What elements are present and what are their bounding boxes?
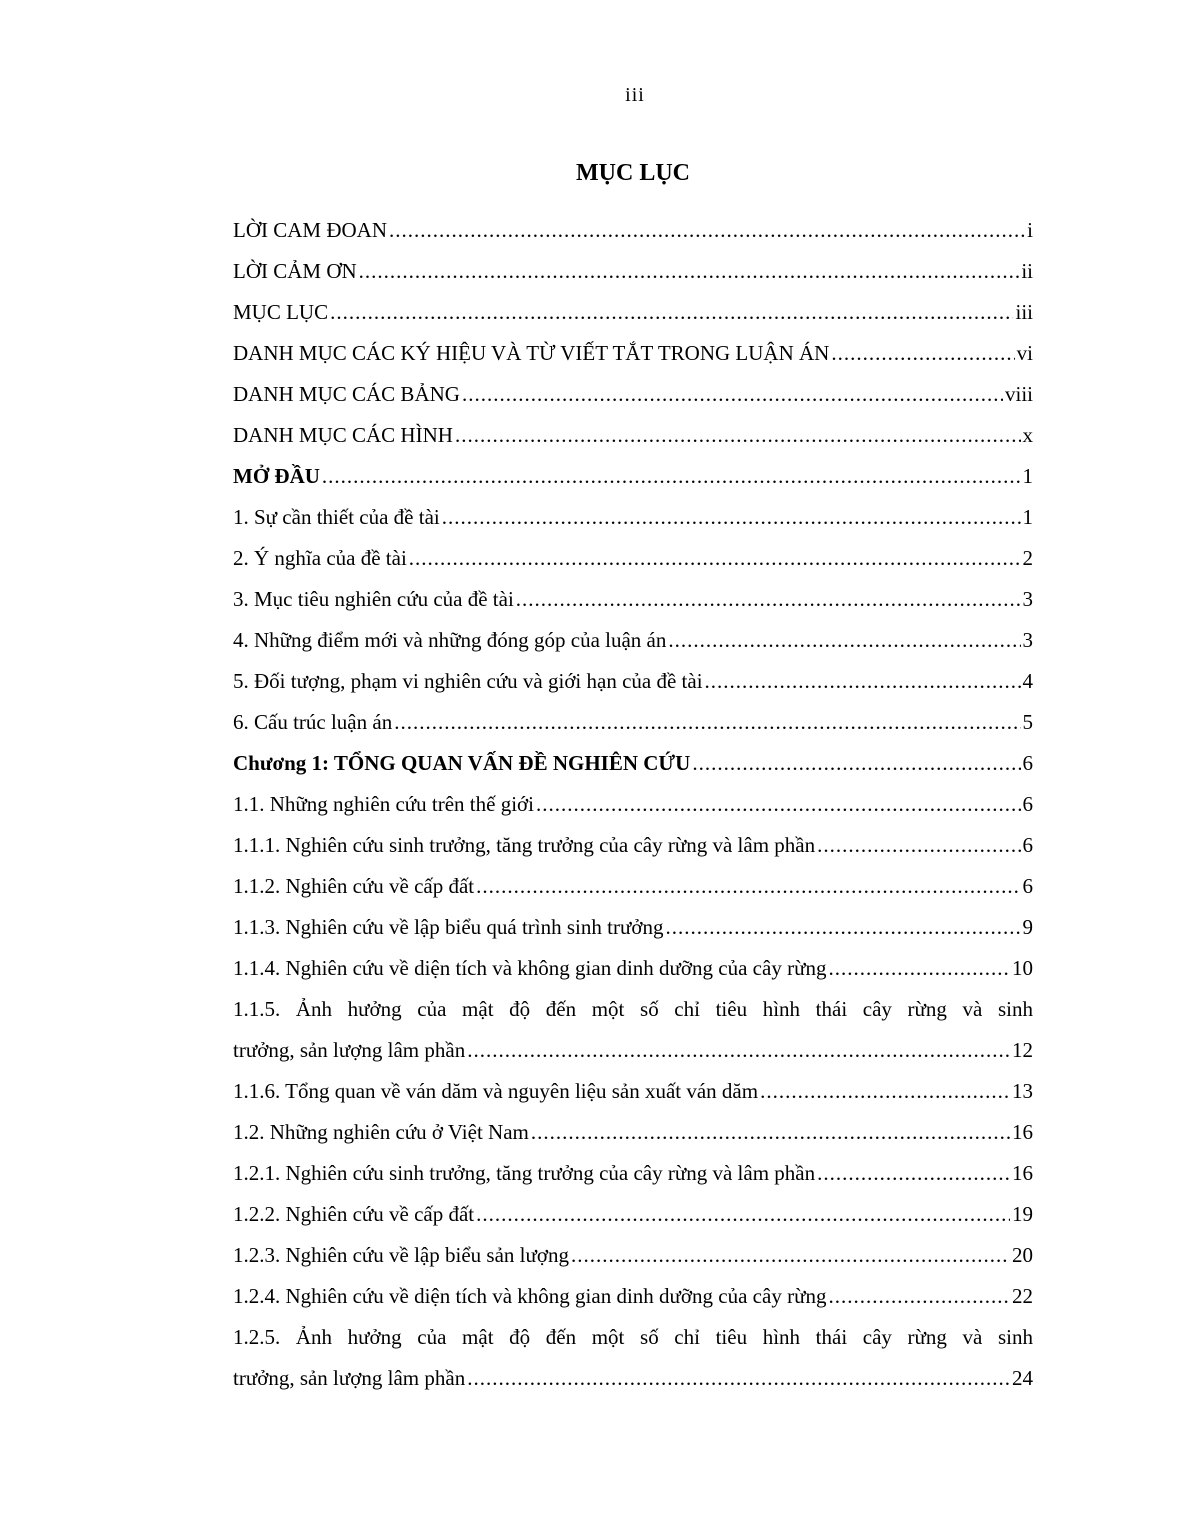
toc-entry[interactable] [233,1317,1033,1399]
toc-entry[interactable] [233,1112,1033,1153]
dot-leader [359,251,1020,292]
toc-entry-label: LỜI CAM ĐOAN [233,218,387,242]
toc-entry[interactable] [233,333,1033,374]
toc-entry[interactable] [233,948,1033,989]
toc-entry-label-continued: trưởng, sản lượng lâm phần [233,1038,466,1062]
toc-entry-page: 4 [1022,669,1033,693]
toc-entry[interactable] [233,661,1033,702]
toc-entry-page: 5 [1022,710,1033,734]
dot-leader [467,1030,1010,1071]
toc-entry-label: 1.1. Những nghiên cứu trên thế giới [233,792,534,816]
toc-entry-label: 1. Sự cần thiết của đề tài [233,505,440,529]
table-of-contents [233,210,1033,1399]
toc-entry-page: 13 [1012,1079,1033,1103]
toc-entry-label: 4. Những điểm mới và những đóng góp của luận án [233,628,667,652]
toc-entry-page: i [1027,218,1033,242]
toc-entry-page: 1 [1022,464,1033,488]
toc-entry-label: 1.2.5. Ảnh hưởng của mật độ đến một số chỉ tiêu hình thái cây rừng và sinh [233,1325,1033,1349]
toc-entry-page: 3 [1022,628,1033,652]
toc-entry-page: 12 [1012,1038,1033,1062]
toc-entry-page: 6 [1022,751,1033,775]
toc-entry-page: x [1022,423,1033,447]
toc-entry[interactable] [233,415,1033,456]
dot-leader [828,948,1010,989]
toc-entry-page: 6 [1022,833,1033,857]
toc-entry-page: 6 [1022,792,1033,816]
toc-entry[interactable] [233,210,1033,251]
dot-leader [536,784,1021,825]
toc-entry-label: MỤC LỤC [233,300,329,324]
toc-entry[interactable] [233,825,1033,866]
toc-entry-page: 24 [1012,1366,1033,1390]
toc-entry[interactable] [233,702,1033,743]
toc-entry-label: DANH MỤC CÁC BẢNG [233,382,460,406]
toc-entry-page: 20 [1012,1243,1033,1267]
toc-entry-label: 2. Ý nghĩa của đề tài [233,546,407,570]
toc-entry-page: 10 [1012,956,1033,980]
toc-entry-page: viii [1004,382,1033,406]
toc-entry-page: 16 [1012,1120,1033,1144]
dot-leader [394,702,1020,743]
toc-entry-label: 5. Đối tượng, phạm vi nghiên cứu và giới hạn của đề tài [233,669,703,693]
dot-leader [705,661,1021,702]
toc-entry[interactable] [233,743,1033,784]
dot-leader [409,538,1021,579]
toc-entry[interactable] [233,374,1033,415]
toc-entry-label: 1.1.6. Tổng quan về ván dăm và nguyên liệu sản xuất ván dăm [233,1079,759,1103]
dot-leader [817,1153,1010,1194]
toc-entry-page: 16 [1012,1161,1033,1185]
toc-entry-label: 1.2.2. Nghiên cứu về cấp đất [233,1202,475,1226]
dot-leader [531,1112,1010,1153]
dot-leader [389,210,1025,251]
dot-leader [668,620,1020,661]
toc-entry-label: LỜI CẢM ƠN [233,259,357,283]
toc-entry[interactable] [233,1153,1033,1194]
dot-leader [476,1194,1010,1235]
toc-entry[interactable] [233,1194,1033,1235]
toc-entry[interactable] [233,907,1033,948]
toc-entry-page: vi [1016,341,1033,365]
dot-leader [467,1358,1010,1399]
toc-entry-label: 1.2. Những nghiên cứu ở Việt Nam [233,1120,529,1144]
dot-leader [322,456,1021,497]
toc-entry-label: 1.1.3. Nghiên cứu về lập biểu quá trình sinh trưởng [233,915,664,939]
dot-leader [817,825,1020,866]
toc-entry-page: iii [1015,300,1033,324]
toc-entry[interactable] [233,579,1033,620]
page-number: iii [625,84,645,106]
toc-entry[interactable] [233,456,1033,497]
dot-leader [455,415,1021,456]
toc-entry-label: MỞ ĐẦU [233,464,320,488]
dot-leader [692,743,1020,784]
dot-leader [330,292,1013,333]
toc-entry[interactable] [233,1235,1033,1276]
toc-entry[interactable] [233,1071,1033,1112]
toc-entry[interactable] [233,784,1033,825]
toc-entry[interactable] [233,620,1033,661]
toc-entry-page: 3 [1022,587,1033,611]
toc-entry[interactable] [233,538,1033,579]
toc-entry-page: 2 [1022,546,1033,570]
page-title: MỤC LỤC [576,160,690,186]
toc-entry[interactable] [233,251,1033,292]
toc-entry-page: ii [1021,259,1033,283]
toc-entry-label: 3. Mục tiêu nghiên cứu của đề tài [233,587,514,611]
dot-leader [828,1276,1010,1317]
toc-entry-label: 1.1.1. Nghiên cứu sinh trưởng, tăng trưởng của cây rừng và lâm phần [233,833,816,857]
toc-entry[interactable] [233,292,1033,333]
toc-entry[interactable] [233,497,1033,538]
toc-entry-page: 9 [1022,915,1033,939]
toc-entry-page: 6 [1022,874,1033,898]
toc-entry-label: 1.1.5. Ảnh hưởng của mật độ đến một số chỉ tiêu hình thái cây rừng và sinh [233,997,1033,1021]
toc-entry-label: 1.1.2. Nghiên cứu về cấp đất [233,874,475,898]
toc-entry-label: 1.2.4. Nghiên cứu về diện tích và không gian dinh dưỡng của cây rừng [233,1284,827,1308]
toc-entry-label: DANH MỤC CÁC KÝ HIỆU VÀ TỪ VIẾT TẮT TRONG LUẬN ÁN [233,341,830,365]
toc-entry-label: 1.1.4. Nghiên cứu về diện tích và không gian dinh dưỡng của cây rừng [233,956,827,980]
toc-entry-label: 1.2.3. Nghiên cứu về lập biểu sản lượng [233,1243,569,1267]
dot-leader [442,497,1021,538]
dot-leader [760,1071,1010,1112]
toc-entry-label: 1.2.1. Nghiên cứu sinh trưởng, tăng trưởng của cây rừng và lâm phần [233,1161,816,1185]
toc-entry-label: Chương 1: TỔNG QUAN VẤN ĐỀ NGHIÊN CỨU [233,751,691,775]
dot-leader [476,866,1020,907]
toc-entry[interactable] [233,866,1033,907]
dot-leader [831,333,1014,374]
dot-leader [516,579,1021,620]
toc-entry-label-continued: trưởng, sản lượng lâm phần [233,1366,466,1390]
toc-entry-page: 22 [1012,1284,1033,1308]
toc-entry-page: 1 [1022,505,1033,529]
dot-leader [665,907,1020,948]
toc-entry-label: 6. Cấu trúc luận án [233,710,393,734]
dot-leader [571,1235,1010,1276]
toc-entry-label: DANH MỤC CÁC HÌNH [233,423,453,447]
toc-entry-page: 19 [1012,1202,1033,1226]
toc-entry[interactable] [233,989,1033,1071]
toc-entry[interactable] [233,1276,1033,1317]
dot-leader [462,374,1003,415]
